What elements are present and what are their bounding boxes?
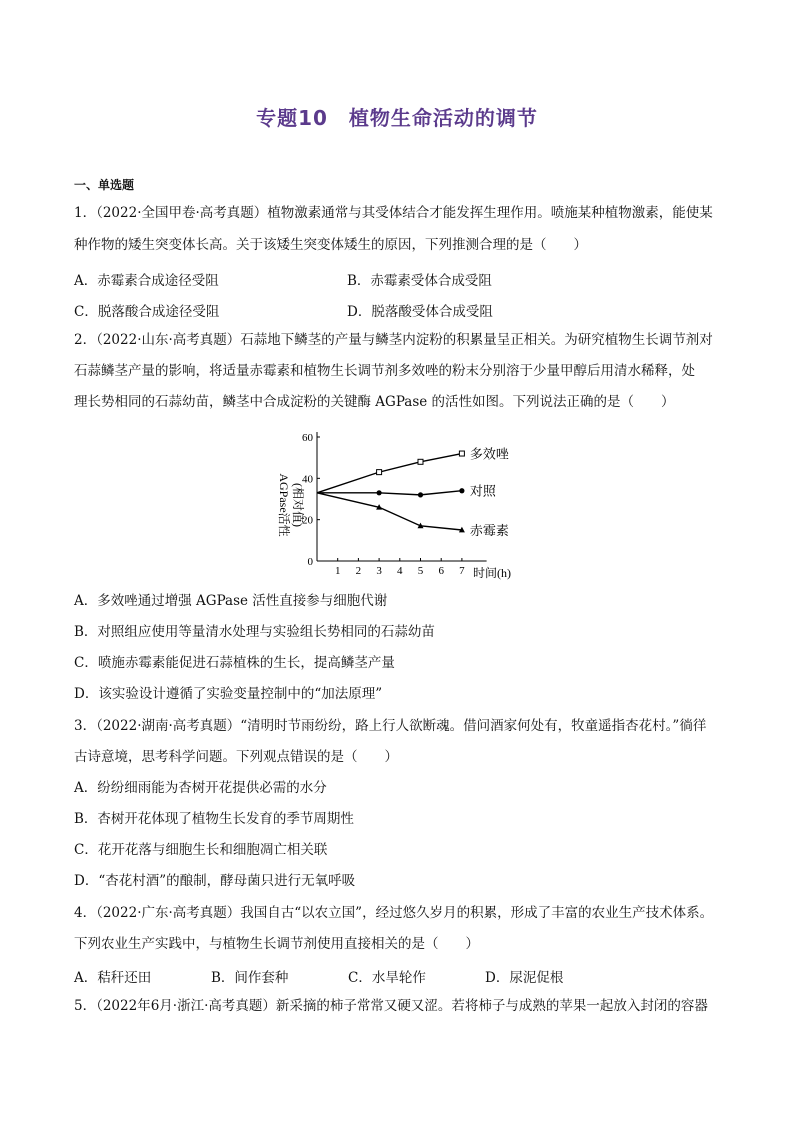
chart-y-label-line-1: AGPase活性 bbox=[277, 473, 291, 537]
q3-option-a[interactable]: A．纷纷细雨能为杏树开花提供必需的水分 bbox=[74, 780, 327, 796]
chart-y-label-line-2: (相对值) bbox=[291, 483, 305, 527]
q1-stem-line-2: 种作物的矮生突变体长高。关于该矮生突变体矮生的原因，下列推测合理的是（ ） bbox=[74, 237, 587, 253]
q2-option-d[interactable]: D．该实验设计遵循了实验变量控制中的“加法原理” bbox=[74, 686, 383, 702]
q3-option-d[interactable]: D．“杏花村酒”的酿制，酵母菌只进行无氧呼吸 bbox=[74, 873, 356, 889]
chart-series-line bbox=[317, 491, 462, 495]
chart-series-label: 赤霉素 bbox=[469, 523, 509, 538]
chart-series-label: 对照 bbox=[469, 483, 496, 499]
q2-stem-line-2: 石蒜鳞茎产量的影响，将适量赤霉素和植物生长调节剂多效唑的粉末分别溶于少量甲醇后用清水稀释，处 bbox=[74, 363, 695, 379]
chart-x-tick-label: 6 bbox=[438, 565, 444, 577]
chart-series-line bbox=[317, 454, 462, 493]
q5-stem-line-1: 5．（2022年6月·浙江·高考真题）新采摘的柿子常常又硬又涩。若将柿子与成熟的苹果一起放入封闭的容器 bbox=[74, 998, 708, 1014]
q1-option-b[interactable]: B．赤霉素受体合成受阻 bbox=[347, 273, 492, 289]
q3-option-c[interactable]: C．花开花落与细胞生长和细胞凋亡相关联 bbox=[74, 842, 328, 858]
chart-x-tick-label: 4 bbox=[397, 565, 403, 577]
chart-point bbox=[459, 488, 464, 493]
q4-option-c[interactable]: C．水旱轮作 bbox=[348, 970, 426, 986]
q2-option-b[interactable]: B．对照组应使用等量清水处理与实验组长势相同的石蒜幼苗 bbox=[74, 624, 435, 640]
chart-point bbox=[418, 459, 423, 464]
q3-option-b[interactable]: B．杏树开花体现了植物生长发育的季节周期性 bbox=[74, 811, 354, 827]
chart-x-tick-label: 7 bbox=[459, 565, 465, 577]
q1-stem-line-1: 1．（2022·全国甲卷·高考真题）植物激素通常与其受体结合才能发挥生理作用。喷施某种植物激素，能使某 bbox=[74, 205, 713, 221]
q3-stem-line-2: 古诗意境，思考科学问题。下列观点错误的是（ ） bbox=[74, 749, 398, 765]
agpase-line-chart bbox=[260, 420, 530, 585]
page-title: 专题10 植物生命活动的调节 bbox=[256, 106, 538, 130]
chart-y-tick-label: 20 bbox=[302, 514, 313, 527]
q4-stem-line-1: 4．（2022·广东·高考真题）我国自古“以农立国”，经过悠久岁月的积累，形成了丰富的农业生产技术体系。 bbox=[74, 905, 714, 921]
chart-x-tick-label: 2 bbox=[355, 565, 362, 577]
chart-series-line bbox=[317, 493, 462, 530]
chart-y-tick-label: 0 bbox=[307, 556, 313, 568]
q2-stem-line-3: 理长势相同的石蒜幼苗，鳞茎中合成淀粉的关键酶 AGPase 的活性如图。下列说法正确的是（ ） bbox=[74, 394, 675, 410]
chart-x-label: 时间(h) bbox=[473, 566, 511, 580]
chart-y-tick-label: 60 bbox=[302, 432, 313, 444]
chart-point bbox=[377, 490, 382, 495]
q1-option-c[interactable]: C．脱落酸合成途径受阻 bbox=[74, 304, 220, 320]
q1-option-d[interactable]: D．脱落酸受体合成受阻 bbox=[347, 304, 493, 320]
chart-point bbox=[377, 470, 382, 475]
chart-y-tick-label: 40 bbox=[302, 473, 313, 486]
chart-series-label: 多效唑 bbox=[469, 446, 509, 462]
chart-point bbox=[418, 492, 423, 497]
q4-stem-line-2: 下列农业生产实践中，与植物生长调节剂使用直接相关的是（ ） bbox=[74, 936, 479, 952]
q2-stem-line-1: 2．（2022·山东·高考真题）石蒜地下鳞茎的产量与鳞茎内淀粉的积累量呈正相关。为研究植物生长调节剂对 bbox=[74, 332, 713, 348]
q4-option-a[interactable]: A．秸秆还田 bbox=[74, 970, 152, 986]
q2-option-c[interactable]: C．喷施赤霉素能促进石蒜植株的生长，提高鳞茎产量 bbox=[74, 655, 395, 671]
chart-x-tick-label: 1 bbox=[334, 565, 341, 577]
q1-option-a[interactable]: A．赤霉素合成途径受阻 bbox=[74, 273, 219, 289]
q2-option-a[interactable]: A．多效唑通过增强 AGPase 活性直接参与细胞代谢 bbox=[74, 593, 388, 609]
chart-x-tick-label: 3 bbox=[376, 565, 382, 577]
q4-option-d[interactable]: D．尿泥促根 bbox=[485, 970, 564, 986]
chart-point bbox=[459, 451, 464, 456]
chart-x-tick-label: 5 bbox=[417, 565, 424, 577]
section-heading: 一、单选题 bbox=[74, 178, 135, 192]
q4-option-b[interactable]: B．间作套种 bbox=[211, 970, 289, 986]
q3-stem-line-1: 3．（2022·湖南·高考真题）“清明时节雨纷纷，路上行人欲断魂。借问酒家何处有，牧童遥指杏花村。”徜徉 bbox=[74, 718, 707, 734]
